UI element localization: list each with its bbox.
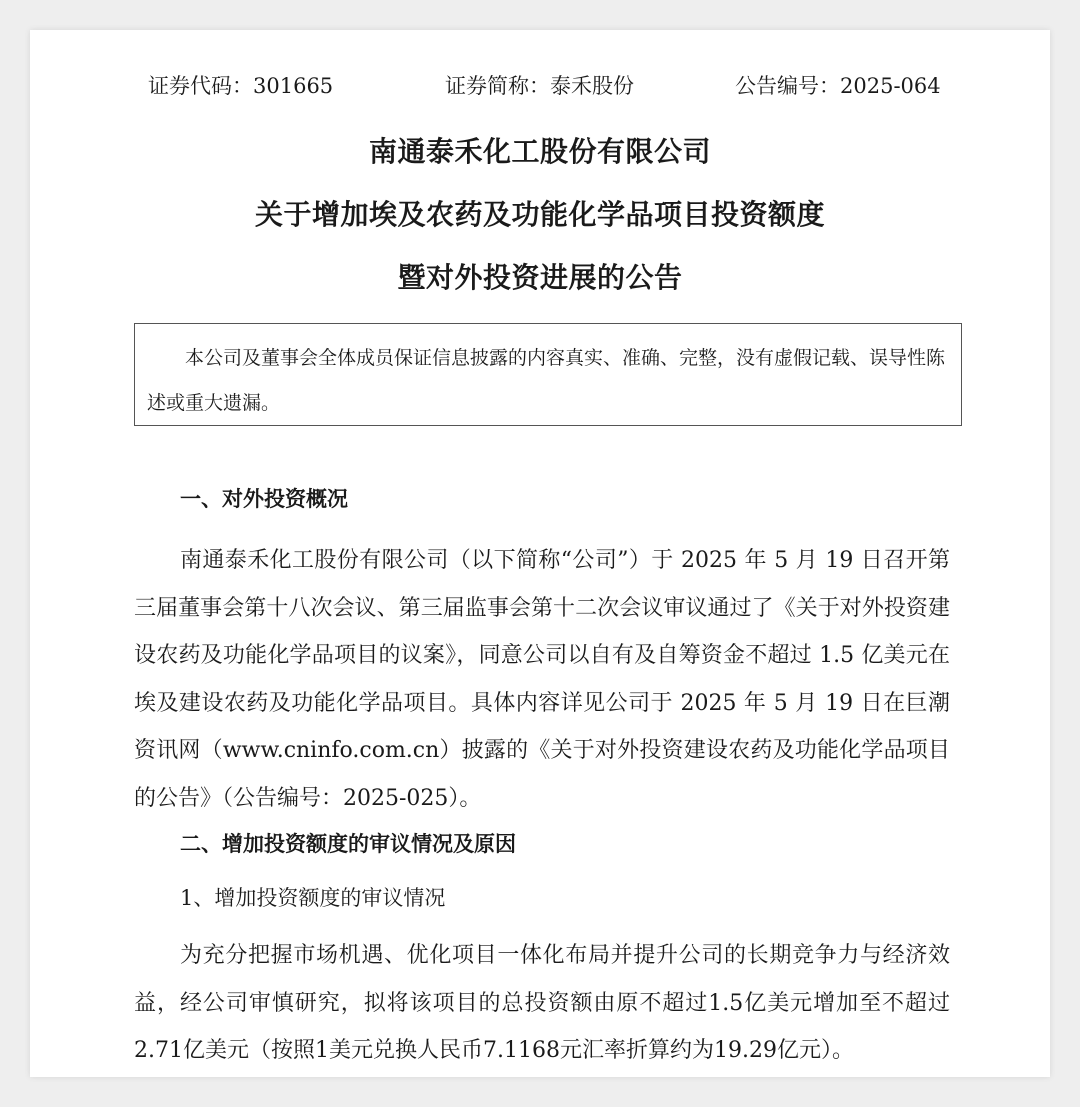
section-1-heading: 一、对外投资概况 [180, 486, 348, 511]
announcement-number: 公告编号：2025-064 [735, 74, 941, 98]
section-2-subheading: 1、增加投资额度的审议情况 [180, 886, 446, 910]
stock-abbreviation: 证券简称：泰禾股份 [445, 74, 634, 98]
section-1-paragraph: 南通泰禾化工股份有限公司（以下简称“公司”）于 2025 年 5 月 19 日召开第三届董事会第十八次会议、第三届监事会第十二次会议审议通过了《关于对外投资建设农药及功能化学品项目的议案》，同意公司以自有及自筹资金不超过 1.5 亿美元在埃及建设农药及功能化学品项目。具体内容详见公司于 2025 年 5 月 19 日在巨潮资讯网（www.cninfo.com.cn）披露的《关于对外投资建设农药及功能化学品项目的公告》（公告编号：2025-025）。 [134, 548, 950, 811]
stock-code: 证券代码：301665 [148, 74, 334, 98]
announcement-subtitle: 暨对外投资进展的公告 [397, 261, 683, 294]
section-2-heading: 二、增加投资额度的审议情况及原因 [180, 831, 516, 856]
board-statement-box: 本公司及董事会全体成员保证信息披露的内容真实、准确、完整，没有虚假记载、误导性陈述或重大遗漏。 [134, 323, 962, 426]
announcement-title: 关于增加埃及农药及功能化学品项目投资额度 [254, 198, 825, 231]
document-page [30, 30, 1050, 1077]
section-2-paragraph: 为充分把握市场机遇、优化项目一体化布局并提升公司的长期竞争力与经济效益，经公司审慎研究，拟将该项目的总投资额由原不超过1.5亿美元增加至不超过2.71亿美元（按照1美元兑换人民币7.1168元汇率折算约为19.29亿元）。 [134, 943, 950, 1063]
company-title: 南通泰禾化工股份有限公司 [368, 135, 711, 168]
